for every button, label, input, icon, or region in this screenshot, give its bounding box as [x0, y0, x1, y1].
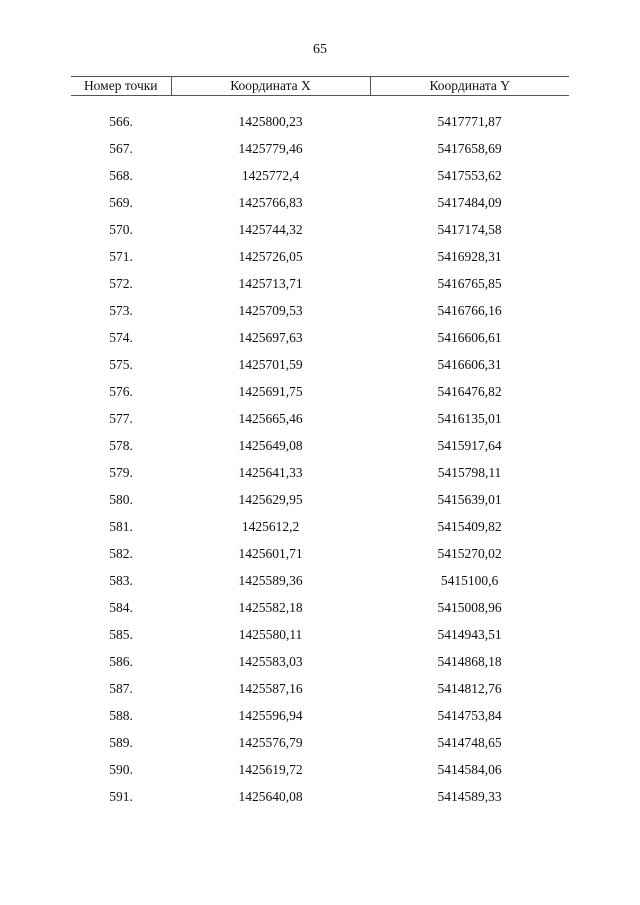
- table-row: [71, 189, 569, 216]
- table-row: [71, 594, 569, 621]
- cell-coordinate-x: 1425800,23: [238, 113, 303, 129]
- cell-coordinate-y: 5414748,65: [437, 734, 502, 750]
- cell-coordinate-y: 5414753,84: [437, 707, 502, 723]
- cell-point-number: 573.: [109, 302, 133, 318]
- cell-point-number: 582.: [109, 545, 133, 561]
- cell-point-number: 588.: [109, 707, 133, 723]
- cell-coordinate-x: 1425589,36: [238, 572, 303, 588]
- cell-coordinate-x: 1425709,53: [238, 302, 303, 318]
- table-row: [71, 756, 569, 783]
- table-row: [71, 297, 569, 324]
- cell-point-number: 580.: [109, 491, 133, 507]
- cell-point-number: 575.: [109, 356, 133, 372]
- table-row: [71, 675, 569, 702]
- cell-coordinate-y: 5415639,01: [437, 491, 502, 507]
- cell-coordinate-y: 5415409,82: [437, 518, 502, 534]
- cell-coordinate-x: 1425619,72: [238, 761, 303, 777]
- table-row: [71, 162, 569, 189]
- cell-point-number: 572.: [109, 275, 133, 291]
- table-row: [71, 243, 569, 270]
- table-row: [71, 783, 569, 810]
- cell-coordinate-x: 1425596,94: [238, 707, 303, 723]
- cell-point-number: 591.: [109, 788, 133, 804]
- cell-point-number: 578.: [109, 437, 133, 453]
- cell-point-number: 579.: [109, 464, 133, 480]
- cell-coordinate-y: 5417484,09: [437, 194, 502, 210]
- table-spacer-row: [71, 96, 569, 109]
- header-row: [71, 77, 569, 96]
- cell-point-number: 568.: [109, 167, 133, 183]
- table-row: [71, 216, 569, 243]
- table-row: [71, 135, 569, 162]
- cell-coordinate-y: 5417553,62: [437, 167, 502, 183]
- table-row: [71, 459, 569, 486]
- header-point-number: Номер точки: [71, 77, 171, 96]
- cell-coordinate-x: 1425649,08: [238, 437, 303, 453]
- cell-point-number: 583.: [109, 572, 133, 588]
- table-row: [71, 729, 569, 756]
- cell-coordinate-y: 5416476,82: [437, 383, 502, 399]
- cell-point-number: 570.: [109, 221, 133, 237]
- cell-coordinate-x: 1425779,46: [238, 140, 303, 156]
- cell-coordinate-x: 1425772,4: [241, 167, 300, 183]
- cell-point-number: 577.: [109, 410, 133, 426]
- table-row: [71, 432, 569, 459]
- table-row: [71, 540, 569, 567]
- cell-coordinate-y: 5415798,11: [437, 464, 502, 480]
- table-row: [71, 351, 569, 378]
- cell-point-number: 585.: [109, 626, 133, 642]
- cell-coordinate-x: 1425612,2: [241, 518, 300, 534]
- page-number: 65: [313, 42, 327, 57]
- table-row: [71, 567, 569, 594]
- cell-coordinate-y: 5414868,18: [437, 653, 502, 669]
- cell-point-number: 566.: [109, 113, 133, 129]
- cell-point-number: 590.: [109, 761, 133, 777]
- cell-coordinate-x: 1425697,63: [238, 329, 303, 345]
- coordinates-table: [71, 76, 569, 810]
- cell-point-number: 576.: [109, 383, 133, 399]
- cell-point-number: 567.: [109, 140, 133, 156]
- cell-coordinate-x: 1425580,11: [238, 626, 303, 642]
- cell-coordinate-x: 1425582,18: [238, 599, 303, 615]
- cell-coordinate-x: 1425640,08: [238, 788, 303, 804]
- cell-coordinate-x: 1425691,75: [238, 383, 303, 399]
- cell-coordinate-y: 5415100,6: [440, 572, 499, 588]
- cell-coordinate-y: 5417174,58: [437, 221, 502, 237]
- cell-coordinate-y: 5416765,85: [437, 275, 502, 291]
- table-row: [71, 648, 569, 675]
- cell-coordinate-y: 5414812,76: [437, 680, 502, 696]
- cell-coordinate-y: 5416766,16: [437, 302, 502, 318]
- cell-coordinate-y: 5414589,33: [437, 788, 502, 804]
- cell-coordinate-y: 5414584,06: [437, 761, 502, 777]
- table-row: [71, 378, 569, 405]
- cell-coordinate-x: 1425629,95: [238, 491, 303, 507]
- cell-coordinate-y: 5417658,69: [437, 140, 502, 156]
- cell-coordinate-x: 1425701,59: [238, 356, 303, 372]
- cell-coordinate-y: 5415008,96: [437, 599, 502, 615]
- cell-coordinate-x: 1425665,46: [238, 410, 303, 426]
- cell-coordinate-y: 5416606,31: [437, 356, 502, 372]
- cell-point-number: 589.: [109, 734, 133, 750]
- spacer-cell: [71, 96, 569, 109]
- cell-point-number: 581.: [109, 518, 133, 534]
- cell-coordinate-y: 5416928,31: [437, 248, 502, 264]
- cell-point-number: 584.: [109, 599, 133, 615]
- table-row: [71, 324, 569, 351]
- cell-coordinate-y: 5415917,64: [437, 437, 502, 453]
- cell-point-number: 571.: [109, 248, 133, 264]
- cell-coordinate-x: 1425576,79: [238, 734, 303, 750]
- table-row: [71, 486, 569, 513]
- cell-coordinate-x: 1425601,71: [238, 545, 303, 561]
- cell-coordinate-y: 5416135,01: [437, 410, 502, 426]
- cell-point-number: 586.: [109, 653, 133, 669]
- cell-coordinate-y: 5415270,02: [437, 545, 502, 561]
- table-row: [71, 405, 569, 432]
- cell-point-number: 569.: [109, 194, 133, 210]
- cell-coordinate-x: 1425713,71: [238, 275, 303, 291]
- table-row: [71, 108, 569, 135]
- cell-coordinate-x: 1425587,16: [238, 680, 303, 696]
- cell-point-number: 574.: [109, 329, 133, 345]
- cell-coordinate-x: 1425766,83: [238, 194, 303, 210]
- cell-point-number: 587.: [109, 680, 133, 696]
- cell-coordinate-x: 1425744,32: [238, 221, 303, 237]
- header-coordinate-x: Координата X: [171, 77, 370, 96]
- table-header: [71, 77, 569, 96]
- cell-coordinate-y: 5416606,61: [437, 329, 502, 345]
- table-row: [71, 270, 569, 297]
- table-row: [71, 621, 569, 648]
- cell-coordinate-x: 1425583,03: [238, 653, 303, 669]
- table-body: [71, 96, 569, 811]
- table-row: [71, 513, 569, 540]
- cell-coordinate-x: 1425726,05: [238, 248, 303, 264]
- cell-coordinate-y: 5417771,87: [437, 113, 502, 129]
- cell-coordinate-y: 5414943,51: [437, 626, 502, 642]
- table-row: [71, 702, 569, 729]
- header-coordinate-y: Координата Y: [370, 77, 569, 96]
- cell-coordinate-x: 1425641,33: [238, 464, 303, 480]
